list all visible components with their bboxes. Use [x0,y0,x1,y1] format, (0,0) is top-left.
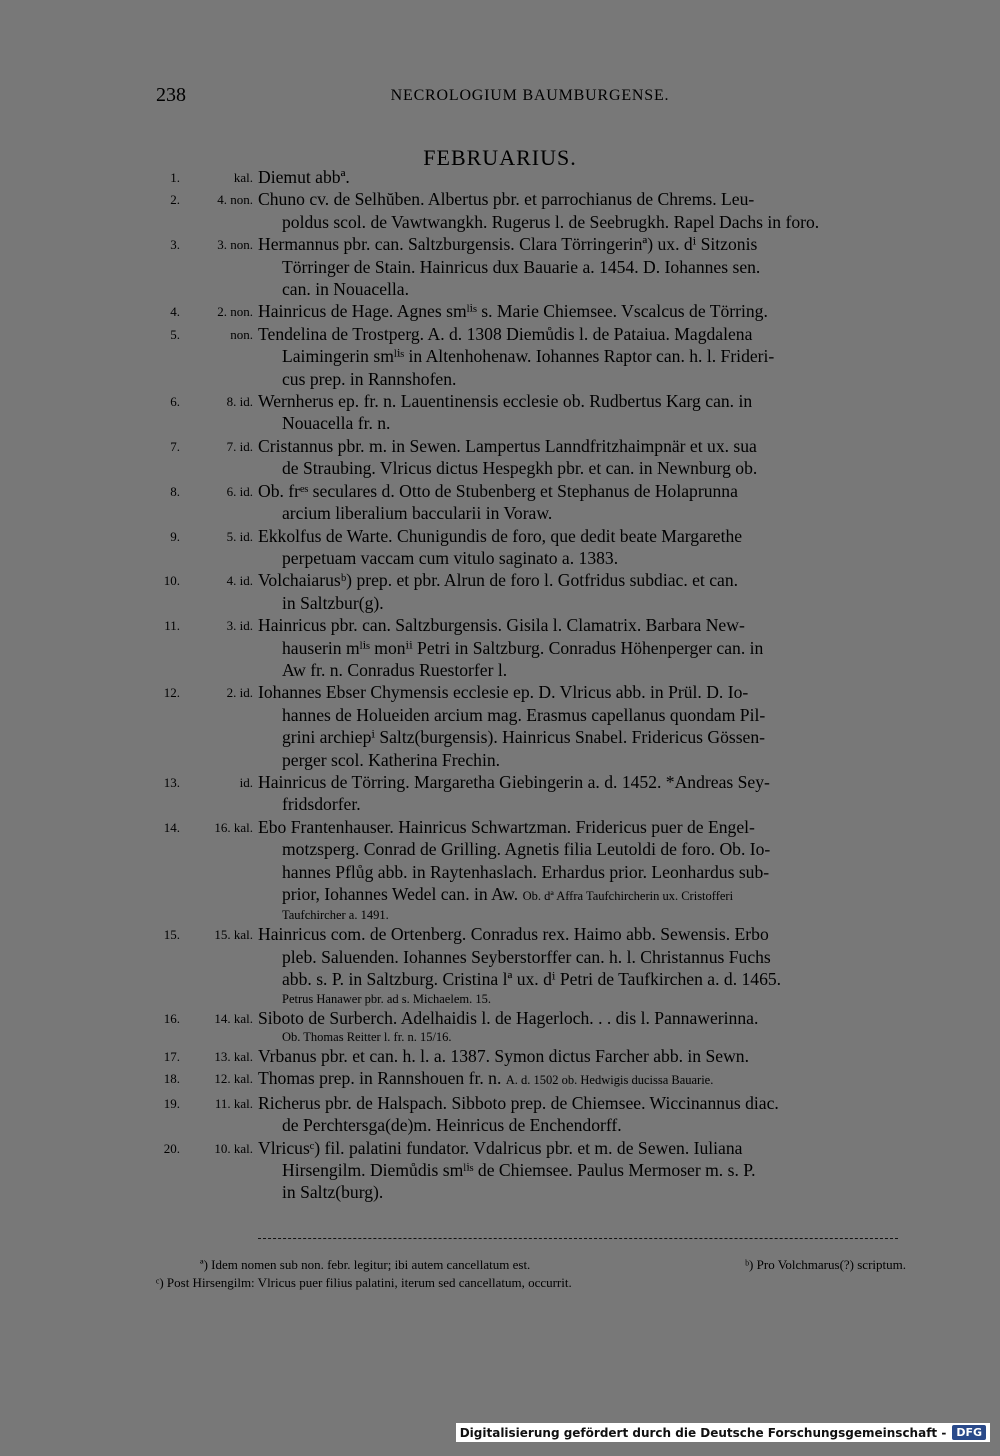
entry-line [258,1067,908,1091]
entry-line: Vlricusᶜ) fil. palatini fundator. Vdalricus pbr. et m. de Sewen. Iuliana [258,1137,743,1158]
entry-text [258,1137,908,1204]
footnote-a: ª) Idem nomen sub non. febr. legitur; ibi autem cancellatum est. [200,1257,531,1272]
entry-text [258,323,908,390]
entry-roman-date: 5. id. [226,528,253,544]
entry-line: hannes Pflůg abb. in Raytenhaslach. Erhardus prior. Leonhardus sub- [282,861,770,882]
entry-line: Ebo Frantenhauser. Hainricus Schwartzman. Fridericus puer de Engel- [258,816,755,837]
entry-text [258,569,908,614]
entry-row [150,1007,908,1045]
entry-later-note: Taufchircher a. 1491. [282,908,389,923]
entry-text [258,1092,908,1137]
entry-text [258,771,908,816]
footnote-rule [258,1238,898,1239]
entry-roman-date: 14. kal. [214,1010,253,1026]
entry-text [258,435,908,480]
entry-row [150,166,908,188]
entry-roman-date: 8. id. [226,394,253,410]
entry-line: poldus scol. de Vawtwangkh. Rugerus l. de Seebrugkh. Rapel Dachs in foro. [282,211,820,232]
credit-text: Digitalisierung gefördert durch die Deutsche Forschungsgemeinschaft - [459,1425,947,1440]
entry-day-number: 3. [170,237,180,253]
entry-roman-date: 3. non. [217,237,253,253]
entry-text [258,816,908,924]
entry-line: Wernherus ep. fr. n. Lauentinensis ecclesie ob. Rudbertus Karg can. in [258,391,753,412]
entry-day-number: 16. [163,1010,180,1026]
entry-line: grini archiepⁱ Saltz(burgensis). Hainricus Snabel. Fridericus Gössen- [282,727,766,748]
entry-roman-date: 13. kal. [214,1049,253,1065]
entry-row [150,1092,908,1137]
entry-roman-date: 3. id. [226,618,253,634]
necrology-entries [150,166,908,1204]
entry-line [258,883,908,907]
entry-line: Törringer de Stain. Hainricus dux Bauarie a. 1454. D. Iohannes sen. [282,256,761,277]
entry-roman-date: 4. non. [217,192,253,208]
entry-text [258,525,908,570]
entry-roman-date: kal. [233,170,253,185]
entry-roman-date: 12. kal. [214,1071,253,1087]
running-head [156,84,904,110]
entry-line: Hermannus pbr. can. Saltzburgensis. Clara Törringerinª) ux. dⁱ Sitzonis [258,234,758,255]
digitization-credit [456,1423,990,1442]
entry-roman-date: 2. non. [217,304,253,320]
entry-text [258,681,908,771]
entry-row [150,816,908,924]
entry-row [150,923,908,1006]
entry-line-main: Thomas prep. in Rannshouen fr. n. [258,1068,502,1089]
entry-day-number: 5. [170,326,180,342]
entry-row [150,188,908,233]
entry-line: Cristannus pbr. m. in Sewen. Lampertus Lanndfritzhaimpnär et ux. sua [258,435,757,456]
entry-line: cus prep. in Rannshofen. [282,368,457,389]
entry-roman-date: 2. id. [226,685,253,701]
entry-day-number: 19. [163,1095,180,1111]
entry-line: in Saltz(burg). [282,1182,384,1203]
entry-day-number: 1. [170,170,180,185]
footnotes [156,1256,906,1292]
entry-line: perpetuam vaccam cum vitulo saginato a. 1383. [282,547,619,568]
entry-line: Diemut abbª. [258,167,350,187]
entry-line: perger scol. Katherina Frechin. [282,749,501,770]
running-title: NECROLOGIUM BAUMBURGENSE. [390,87,670,104]
entry-line: de Straubing. Vlricus dictus Hespegkh pbr. et can. in Newnburg ob. [282,458,758,479]
entry-row [150,480,908,525]
entry-day-number: 12. [163,685,180,701]
entry-text [258,1045,908,1067]
entry-line: Vrbanus pbr. et can. h. l. a. 1387. Symon dictus Farcher abb. in Sewn. [258,1046,749,1067]
entry-roman-date: 16. kal. [214,819,253,835]
entry-row [150,525,908,570]
entry-line: Hainricus com. de Ortenberg. Conradus rex. Haimo abb. Sewensis. Erbo [258,924,769,945]
dfg-logo: DFG [952,1425,986,1440]
entry-row [150,323,908,390]
entry-line: in Saltzbur(g). [282,592,384,613]
entry-day-number: 9. [170,528,180,544]
entry-text [258,923,908,1006]
entry-line-note: Ob. dª Affra Taufchircherin ux. Cristofferi [522,889,734,903]
entry-line: Nouacella fr. n. [282,413,391,434]
entry-text [258,614,908,681]
entry-row [150,1045,908,1067]
entry-line: arcium liberalium baccularii in Voraw. [282,503,553,524]
entry-day-number: 14. [163,819,180,835]
month-heading: FEBRUARIUS. [423,145,577,170]
entry-line: motzsperg. Conrad de Grilling. Agnetis filia Leutoldi de foro. Ob. Io- [282,839,771,860]
entry-day-number: 4. [170,304,180,320]
entry-text [258,390,908,435]
entry-row [150,435,908,480]
entry-text [258,300,908,322]
entry-text [258,1067,908,1091]
entry-line: Aw fr. n. Conradus Ruestorfer l. [282,659,508,680]
entry-line-main: prior, Iohannes Wedel can. in Aw. [282,884,519,904]
entry-line: fridsdorfer. [282,794,361,815]
footnote-b: ᵇ) Pro Volchmarus(?) scriptum. [745,1257,906,1272]
entry-line: can. in Nouacella. [282,279,410,300]
page-number: 238 [156,84,186,106]
entry-line: de Perchtersga(de)m. Heinricus de Enchendorff. [282,1115,622,1136]
entry-day-number: 17. [163,1049,180,1065]
entry-line: Laimingerin smˡⁱˢ in Altenhohenaw. Iohannes Raptor can. h. l. Frideri- [282,346,775,367]
entry-day-number: 18. [163,1071,180,1087]
entry-roman-date: id. [239,774,253,790]
entry-day-number: 20. [163,1140,180,1156]
entry-row [150,771,908,816]
entry-row [150,1137,908,1204]
entry-day-number: 2. [170,192,180,208]
entry-roman-date: 10. kal. [214,1140,253,1156]
entry-roman-date: 7. id. [226,438,253,454]
entry-text [258,480,908,525]
entry-line: abb. s. P. in Saltzburg. Cristina lª ux. dⁱ Petri de Taufkirchen a. d. 1465. [282,969,782,990]
entry-text [258,166,908,188]
entry-line-note: A. d. 1502 ob. Hedwigis ducissa Bauarie. [505,1073,714,1088]
entry-day-number: 10. [163,573,180,589]
entry-row [150,233,908,300]
entry-line: Volchaiarusᵇ) prep. et pbr. Alrun de foro l. Gotfridus subdiac. et can. [258,570,739,591]
entry-line: Chuno cv. de Selhŭben. Albertus pbr. et parrochianus de Chrems. Leu- [258,189,755,210]
entry-row [150,300,908,322]
entry-line: Iohannes Ebser Chymensis ecclesie ep. D. Vlricus abb. in Prül. D. Io- [258,682,749,703]
entry-text [258,188,908,233]
entry-line: hannes de Holueiden arcium mag. Erasmus capellanus quondam Pil- [282,704,766,725]
entry-row [150,390,908,435]
footnote-c: ᶜ) Post Hirsengilm: Vlricus puer filius palatini, iterum sed cancellatum, occurrit. [156,1275,572,1290]
entry-line: pleb. Saluenden. Iohannes Seyberstorffer can. h. l. Christannus Fuchs [282,946,771,967]
entry-roman-date: non. [230,326,253,342]
entry-row [150,614,908,681]
entry-later-note: Ob. Thomas Reitter l. fr. n. 15/16. [282,1030,452,1045]
entry-row [150,1067,908,1091]
entry-day-number: 15. [163,927,180,943]
entry-roman-date: 11. kal. [214,1095,253,1111]
entry-line: hauserin mˡⁱˢ monⁱⁱ Petri in Saltzburg. Conradus Höhenperger can. in [282,637,764,658]
entry-roman-date: 4. id. [226,573,253,589]
entry-roman-date: 15. kal. [214,927,253,943]
entry-day-number: 11. [164,618,180,634]
entry-roman-date: 6. id. [226,483,253,499]
entry-line: Hainricus de Törring. Margaretha Giebingerin a. d. 1452. *Andreas Sey- [258,771,770,792]
entry-line: Tendelina de Trostperg. A. d. 1308 Diemůdis l. de Pataiua. Magdalena [258,323,753,344]
entry-day-number: 8. [170,483,180,499]
entry-line: Hainricus pbr. can. Saltzburgensis. Gisila l. Clamatrix. Barbara New- [258,615,745,636]
entry-line: Hirsengilm. Diemůdis smˡⁱˢ de Chiemsee. Paulus Mermoser m. s. P. [282,1160,756,1181]
entry-line: Richerus pbr. de Halspach. Sibboto prep. de Chiemsee. Wiccinannus diac. [258,1092,779,1113]
entry-row [150,569,908,614]
entry-day-number: 6. [170,394,180,410]
entry-row [150,681,908,771]
entry-day-number: 7. [170,438,180,454]
entry-text [258,1007,908,1045]
entry-day-number: 13. [163,774,180,790]
entry-later-note: Petrus Hanawer pbr. ad s. Michaelem. 15. [282,991,491,1006]
entry-line: Siboto de Surberch. Adelhaidis l. de Hagerloch. . . dis l. Pannawerinna. [258,1007,759,1028]
entry-line: Hainricus de Hage. Agnes smˡⁱˢ s. Marie Chiemsee. Vscalcus de Törring. [258,301,768,322]
entry-line: Ob. frᵉˢ seculares d. Otto de Stubenberg et Stephanus de Holaprunna [258,480,738,501]
entry-line: Ekkolfus de Warte. Chunigundis de foro, que dedit beate Margarethe [258,525,743,546]
entry-text [258,233,908,300]
